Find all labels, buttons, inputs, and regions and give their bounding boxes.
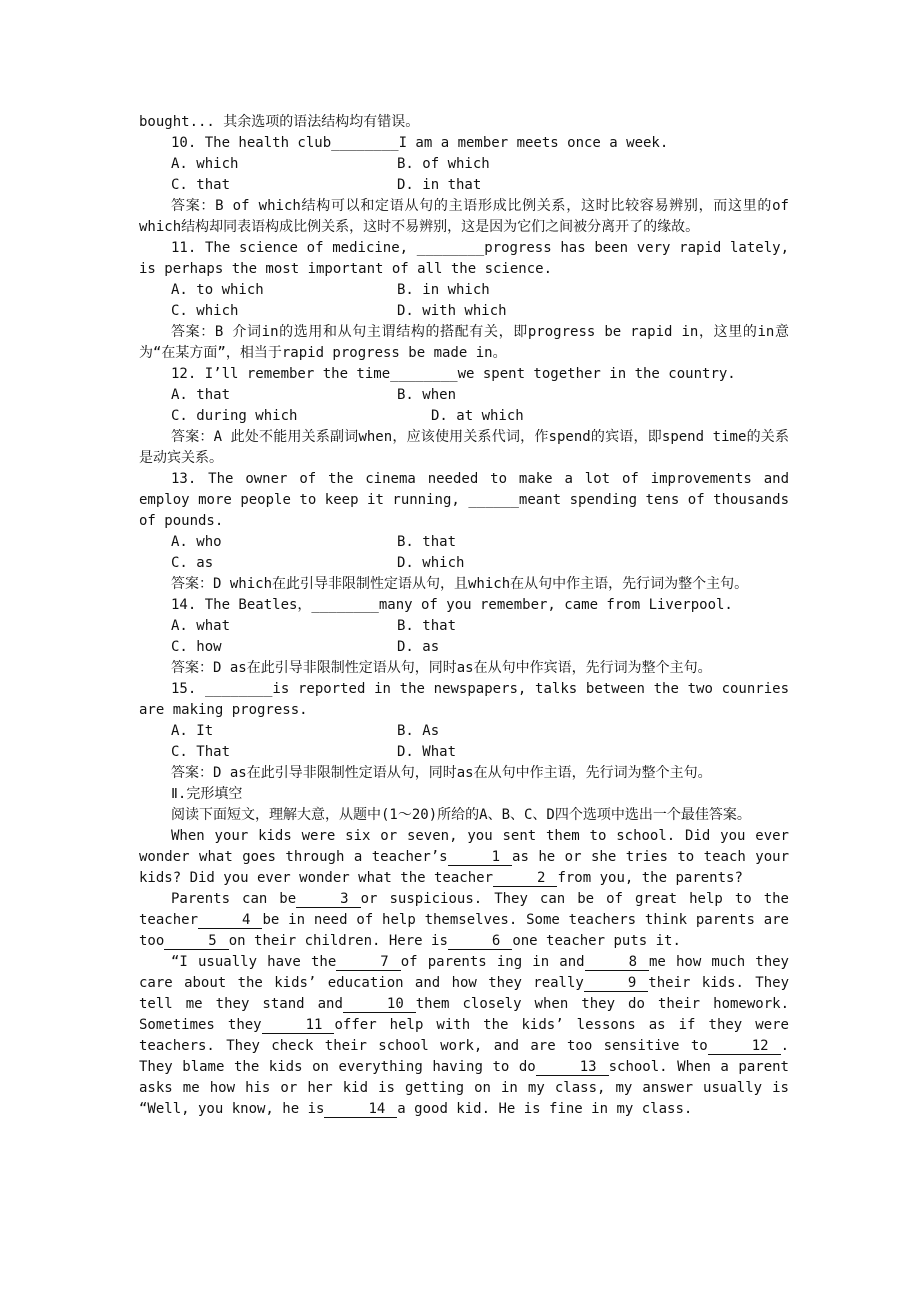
option: D. as [397,639,440,655]
options-11-row2 [139,301,789,322]
document-body [139,112,789,1120]
answer-15: 答案：D as在此引导非限制性定语从句，同时as在从句中作主语，先行词为整个主句。 [171,765,712,781]
option: B. that [397,618,457,634]
passage-paragraph-3: “I usually have the 7 of parents ing in and 8 me how much they care about the kids’ education and how they really 9 their kids. They tell me they stand and 10 them closely when they do their homework. Sometimes they 11 offer help with the kids’ lessons as if they were teachers. They check their school work, and are too sensitive to 12 . They blame the kids on everything having to do 13 school. When a parent asks me how his or her kid is getting on in my class, my answer usually is “Well, you know, he is 14 a good kid. He is fine in my class. [139,954,790,1117]
option: B. that [397,534,457,550]
options-13-row1 [139,532,789,553]
option: B. of which [397,156,490,172]
option: C. how [171,639,222,655]
question-12: 12. I’ll remember the time________we spent together in the country. [171,366,736,382]
blank-1: 1 [448,849,512,866]
blank-4: 4 [198,912,262,929]
options-11-row1 [139,280,789,301]
passage-paragraph-1: When your kids were six or seven, you sent them to school. Did you ever wonder what goes through a teacher’s 1 as he or she tries to teach your kids? Did you ever wonder what the teacher 2 from you, the parents? [139,828,790,886]
blank-3: 3 [296,891,360,908]
blank-11: 11 [262,1017,335,1034]
option: B. As [397,723,440,739]
blank-5: 5 [164,933,228,950]
options-10-row1 [139,154,789,175]
blank-6: 6 [448,933,512,950]
blank-8: 8 [585,954,649,971]
options-15-row1 [139,721,789,742]
question-14: 14. The Beatles，________many of you remember, came from Liverpool. [171,597,733,613]
option: A. to which [171,282,264,298]
blank-12: 12 [708,1038,781,1055]
option: C. as [171,555,214,571]
question-15: 15. ________is reported in the newspapers, talks between the two counries are making progress. [139,681,789,718]
blank-7: 7 [336,954,400,971]
option: B. in which [397,282,490,298]
option: D. in that [397,177,482,193]
answer-13: 答案：D which在此引导非限制性定语从句，且which在从句中作主语，先行词为整个主句。 [171,576,749,592]
option: C. which [171,303,239,319]
option: C. That [171,744,231,760]
option: D. What [397,744,457,760]
options-12-row1 [139,385,789,406]
option: A. which [171,156,239,172]
options-14-row2 [139,637,789,658]
blank-10: 10 [343,996,416,1013]
answer-12: 答案：A 此处不能用关系副词when，应该使用关系代词，作spend的宾语，即spend time的关系是动宾关系。 [139,429,789,466]
answer-10: 答案：B of which结构可以和定语从句的主语形成比例关系，这时比较容易辨别，而这里的of which结构却同表语构成比例关系，这时不易辨别，这是因为它们之间被分离开了的缘故。 [139,198,789,235]
option: D. at which [431,408,524,424]
option: D. which [397,555,465,571]
option: B. when [397,387,457,403]
blank-2: 2 [493,870,557,887]
instructions: 阅读下面短文，理解大意，从题中(1～20)所给的A、B、C、D四个选项中选出一个最佳答案。 [171,807,751,823]
options-14-row1 [139,616,789,637]
blank-13: 13 [536,1059,609,1076]
option: C. that [171,177,231,193]
options-15-row2 [139,742,789,763]
option: D. with which [397,303,507,319]
question-13: 13. The owner of the cinema needed to make a lot of improvements and employ more people to keep it running, ______meant spending tens of thousands of pounds. [139,471,789,529]
answer-11: 答案：B 介词in的选用和从句主谓结构的搭配有关，即progress be rapid in，这里的in意为“在某方面”，相当于rapid progress be made in。 [139,324,789,361]
blank-14: 14 [324,1101,397,1118]
blank-9: 9 [584,975,648,992]
option: C. during which [171,408,298,424]
question-11: 11. The science of medicine, ________progress has been very rapid lately, is perhaps the most important of all the science. [139,240,789,277]
options-10-row2 [139,175,789,196]
options-13-row2 [139,553,789,574]
section-heading: Ⅱ.完形填空 [171,786,243,802]
option: A. that [171,387,231,403]
options-12-row2 [139,406,789,427]
option: A. what [171,618,231,634]
option: A. It [171,723,214,739]
option: A. who [171,534,222,550]
answer-tail: bought... 其余选项的语法结构均有错误。 [139,114,420,130]
answer-14: 答案：D as在此引导非限制性定语从句，同时as在从句中作宾语，先行词为整个主句。 [171,660,712,676]
question-10: 10. The health club________I am a member meets once a week. [171,135,669,151]
passage-paragraph-2: Parents can be 3 or suspicious. They can be of great help to the teacher 4 be in need of help themselves. Some teachers think parents are too 5 on their children. Here is 6 one teacher puts it. [139,891,789,949]
